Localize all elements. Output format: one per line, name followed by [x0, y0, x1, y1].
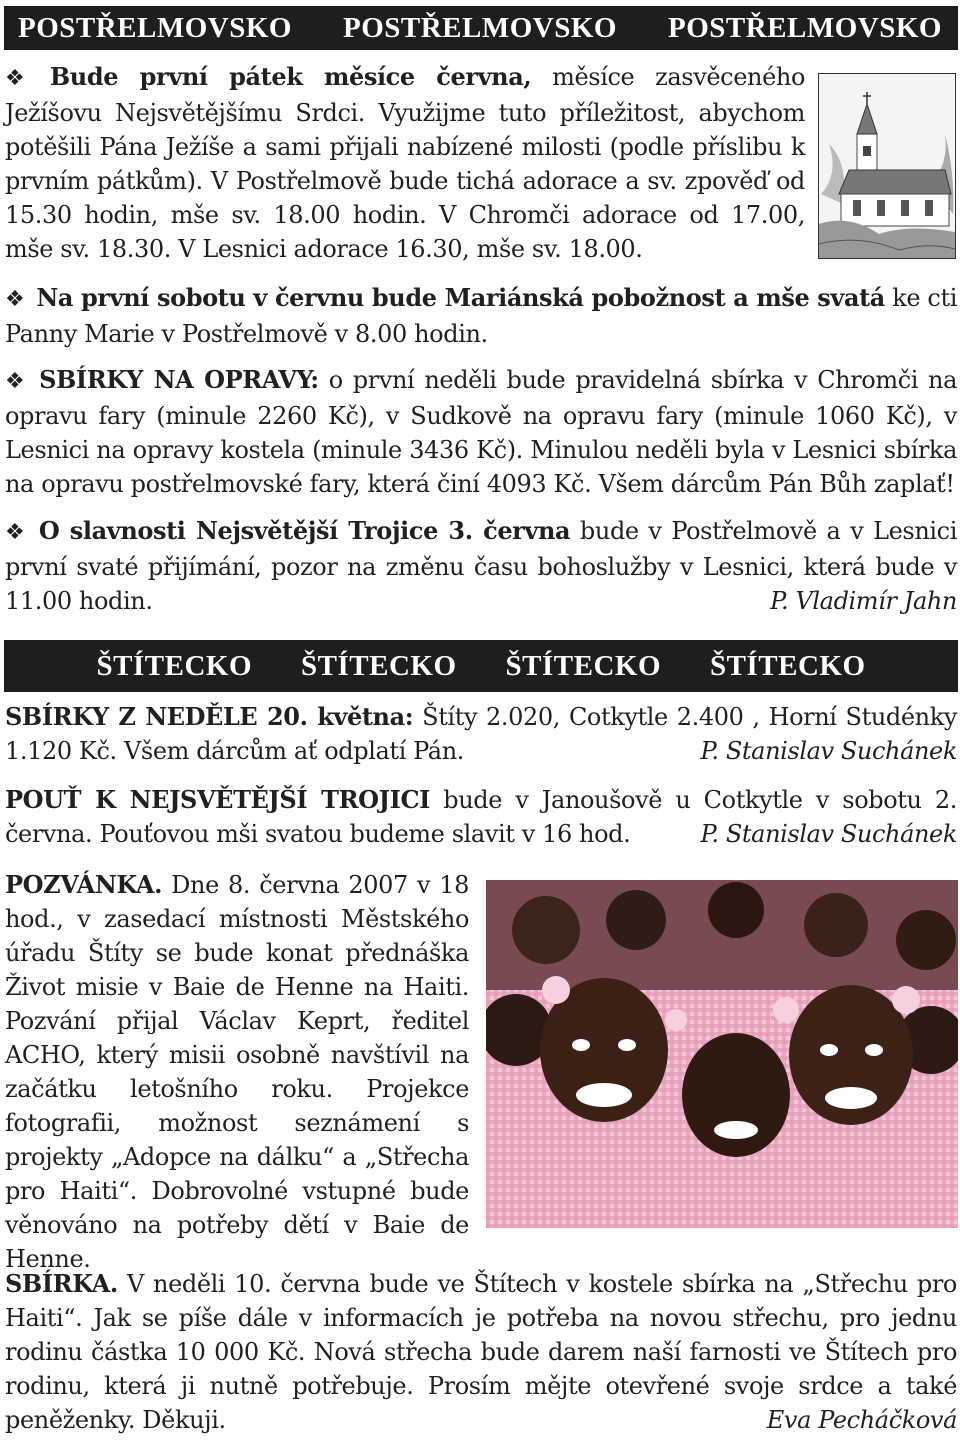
banner-word: POSTŘELMOVSKO [668, 11, 942, 44]
postrelmovsko-banner [4, 6, 958, 50]
signature: P. Stanislav Suchánek [700, 820, 957, 848]
diamond-bullet-icon: ❖ [5, 287, 25, 312]
item-collections-repairs: ❖ SBÍRKY NA OPRAVY: o první neděli bude pravidelná sbírka v Chromči na opravu fary (minule 2260 Kč), v Sudkově na opravu fary (minule 1060 Kč), v Lesnici na opravy kostela (minule 3436 Kč). Minulou neděli byla v Lesnici sbírka na opravu postřelmovské fary, která činí 4093 Kč. Všem dárcům Pán Bůh zaplať! [5, 365, 957, 498]
invitation: POZVÁNKA. Dne 8. června 2007 v 18 hod., v zasedací místnosti Městského úřadu Štíty se bude konat přednáška Život misie v Baie de Henne na Haiti. Pozvání přijal Václav Keprt, ředitel ACHO, který misii osobně navštívil na začátku letošního roku. Projekce fotografii, možnost seznámení s projekty „Adopce na dálku“ a „Střecha pro Haiti“. Dobrovolné vstupné bude věnováno na potřeby dětí v Baie de Henne. [5, 870, 469, 1273]
church-illustration [818, 73, 956, 259]
children-photo-drawing [486, 880, 958, 1228]
item-first-friday: ❖ Bude první pátek měsíce června, měsíce zasvěceného Ježíšovu Nejsvětějšímu Srdci. Využijme tuto příležitost, abychom potěšili Pána Ježíše a sami přijali nabízené milosti (podle příslibu k prvním pátkům). V Postřelmově bude tichá adorace a sv. zpověď od 15.30 hodin, mše sv. 18.00 hodin. V Chromči adorace od 17.00, mše sv. 18.30. V Lesnici adorace 16.30, mše sv. 18.00. [5, 62, 805, 263]
diamond-bullet-icon: ❖ [5, 520, 27, 545]
signature: P. Vladimír Jahn [770, 587, 957, 615]
banner-word: POSTŘELMOVSKO [18, 11, 292, 44]
diamond-bullet-icon: ❖ [5, 369, 28, 394]
banner-word: ŠTÍTECKO [301, 649, 457, 682]
banner-word: ŠTÍTECKO [96, 649, 252, 682]
collections-may: SBÍRKY Z NEDĚLE 20. května: Štíty 2.020, Cotkytle 2.400 , Horní Studénky 1.120 Kč. Všem dárcům ať odplatí Pán. P. Stanislav Suchánek [5, 700, 957, 768]
collection-haiti: SBÍRKA. V neděli 10. června bude ve Štítech v kostele sbírka na „Střechu pro Haiti“. Jak se píše dále v informacích je potřeba na novou střechu, pro jednu rodinu částka 10 000 Kč. Nová střecha bude darem naší farnosti ve Štítech pro rodinu, která ji nutně potřebuje. Prosím mějte otevřené svoje srdce a také peněženky. Děkuji. Eva Pecháčková [5, 1267, 957, 1437]
banner-word: ŠTÍTECKO [505, 649, 661, 682]
banner-word: ŠTÍTECKO [710, 649, 866, 682]
pilgrimage: POUŤ K NEJSVĚTĚJŠÍ TROJICI bude v Janoušově u Cotkytle v sobotu 2. června. Pouťovou mši svatou budeme slavit v 16 hod. P. Stanislav Suchánek [5, 783, 957, 851]
children-photo [486, 880, 958, 1228]
signature: P. Stanislav Suchánek [700, 737, 957, 765]
item-first-saturday: ❖ Na první sobotu v červnu bude Mariánská pobožnost a mše svatá ke cti Panny Marie v Postřelmově v 8.00 hodin. [5, 283, 957, 348]
church-drawing [819, 74, 955, 258]
diamond-bullet-icon: ❖ [5, 66, 38, 91]
stitecko-banner [4, 640, 958, 692]
banner-word: POSTŘELMOVSKO [343, 11, 617, 44]
item-trinity-feast: ❖ O slavnosti Nejsvětější Trojice 3. června bude v Postřelmově a v Lesnici první svaté přijímání, pozor na změnu času bohoslužby v Lesnici, která bude v 11.00 hodin. P. Vladimír Jahn [5, 514, 957, 618]
signature: Eva Pecháčková [766, 1406, 957, 1434]
